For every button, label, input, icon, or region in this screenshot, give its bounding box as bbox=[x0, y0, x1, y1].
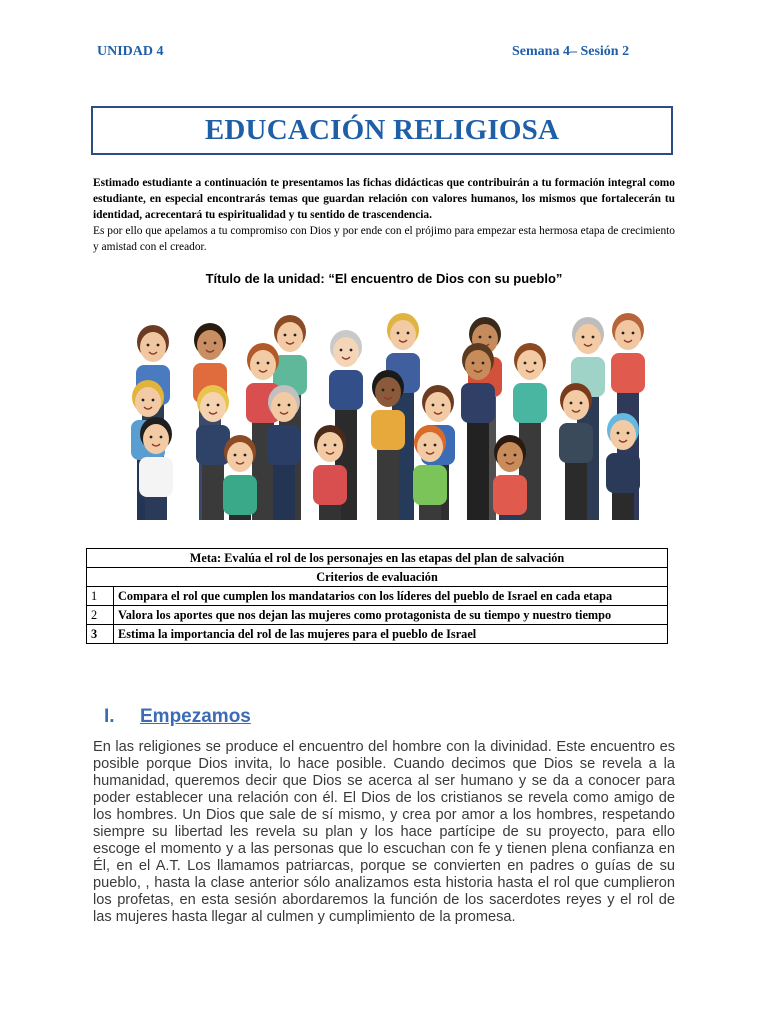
criteria-row bbox=[87, 587, 668, 606]
intro-bold-text: Estimado estudiante a continuación te presentamos las fichas didácticas que contribuirán a tu formación integral como estudiante, en especial encontrarás temas que guardan relación con valores humanos, los mismos que fortalecerán tu identidad, acrecentará tu espiritualidad y tu sentido de trascendencia. bbox=[93, 177, 675, 221]
section-number: I. bbox=[104, 706, 115, 727]
section-heading bbox=[104, 706, 251, 728]
page-title: EDUCACIÓN RELIGIOSA bbox=[204, 114, 560, 146]
body-paragraph: En las religiones se produce el encuentro del hombre con la divinidad. Este encuentro es posible porque Dios invita, lo hace posible. Cuando decimos que Dios se revela a la humanidad, queremos decir que Dios se acerca al ser humano y se da a conocer para poder establecer una relación con él. El Dios de los cristianos se revela como amigo de los hombres. Un Dios que sale de sí mismo, y crea por amor a los hombres, respetando siempre su libertad les revela su plan y los hace partícipe de su proyecto, para ello escoge el momento y a las personas que lo escuchan con fe y tienen plena confianza en Él, en el A.T. Los llamamos patriarcas, porque se convierten en padres o guías de su pueblo, , hasta la clase anterior sólo analizamos esta historia hasta el rol que cumplieron los profetas, en esta sesión abordaremos la función de los sacerdotes reyes y el rol de las mujeres hasta llegar al culmen y cumplimiento de la promesa. bbox=[93, 739, 675, 925]
title-box bbox=[91, 106, 673, 155]
week-session-label: Semana 4– Sesión 2 bbox=[512, 44, 630, 59]
person-figure bbox=[223, 435, 257, 520]
criteria-header-cell: Criterios de evaluación bbox=[87, 568, 668, 587]
criteria-number: 3 bbox=[87, 625, 114, 644]
criteria-text: Valora los aportes que nos dejan las mujeres como protagonista de su tiempo y nuestro tiempo bbox=[114, 606, 668, 625]
criteria-text: Estima la importancia del rol de las mujeres para el pueblo de Israel bbox=[114, 625, 668, 644]
criteria-text: Compara el rol que cumplen los mandatarios con los líderes del pueblo de Israel en cada etapa bbox=[114, 587, 668, 606]
evaluation-table bbox=[86, 548, 668, 644]
intro-paragraph bbox=[93, 175, 675, 255]
criteria-row bbox=[87, 625, 668, 644]
criteria-number: 1 bbox=[87, 587, 114, 606]
unit-label: UNIDAD 4 bbox=[97, 44, 164, 59]
unit-title: Título de la unidad: “El encuentro de Dios con su pueblo” bbox=[205, 271, 563, 286]
criteria-number: 2 bbox=[87, 606, 114, 625]
goal-cell: Meta: Evalúa el rol de los personajes en las etapas del plan de salvación bbox=[87, 549, 668, 568]
intro-normal-text: Es por ello que apelamos a tu compromiso con Dios y por ende con el prójimo para empezar esta hermosa etapa de crecimiento y amistad con el creador. bbox=[93, 225, 675, 253]
section-label: Empezamos bbox=[140, 706, 251, 727]
people-group-illustration bbox=[118, 305, 660, 520]
criteria-row bbox=[87, 606, 668, 625]
person-figure bbox=[493, 435, 527, 520]
